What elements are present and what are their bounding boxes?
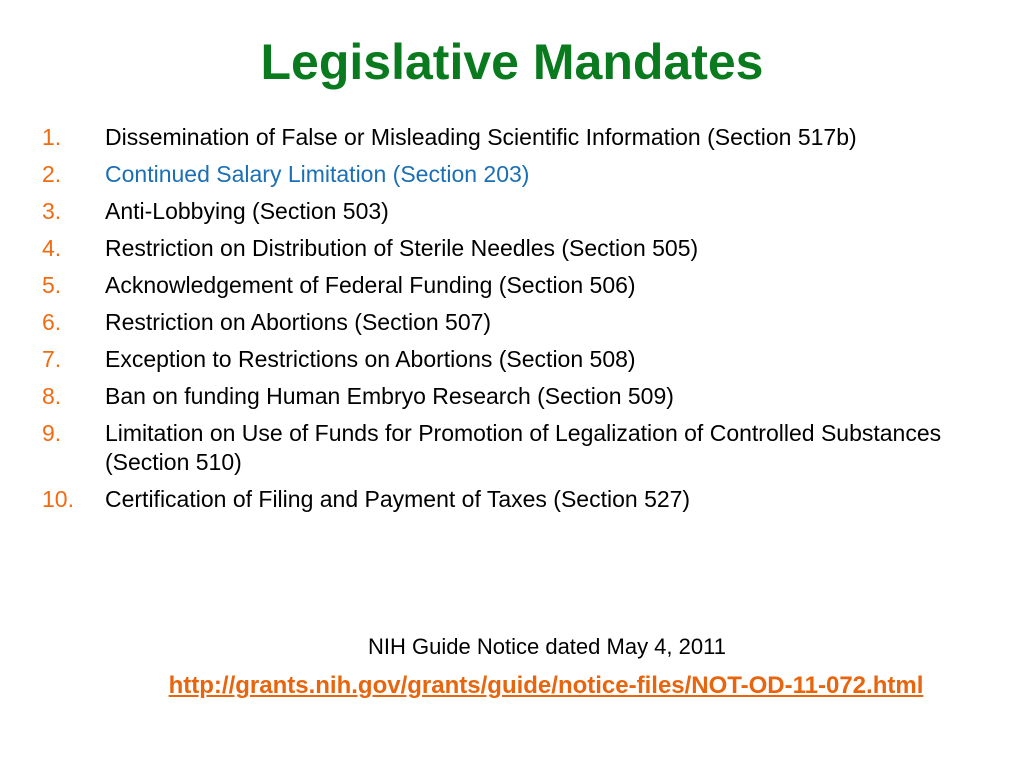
list-item-number: 2. bbox=[42, 161, 62, 187]
list-item-number: 8. bbox=[42, 383, 62, 409]
list-item-text: Limitation on Use of Funds for Promotion of Legalization of Controlled Substances (Section 510) bbox=[105, 420, 942, 475]
list-item bbox=[42, 419, 1002, 477]
list-item-number: 1. bbox=[42, 124, 62, 150]
list-item-text: Restriction on Distribution of Sterile Needles (Section 505) bbox=[105, 235, 699, 261]
list-item bbox=[42, 160, 1002, 189]
list-item-text: Restriction on Abortions (Section 507) bbox=[105, 309, 492, 335]
list-item bbox=[42, 382, 1002, 411]
list-item-number: 6. bbox=[42, 309, 62, 335]
slide-title: Legislative Mandates bbox=[260, 34, 764, 90]
list-item-text: Ban on funding Human Embryo Research (Section 509) bbox=[105, 383, 674, 409]
list-item-number: 4. bbox=[42, 235, 62, 261]
notice-text: NIH Guide Notice dated May 4, 2011 bbox=[368, 634, 726, 659]
list-item bbox=[42, 271, 1002, 300]
list-item-number: 3. bbox=[42, 198, 62, 224]
list-item bbox=[42, 345, 1002, 374]
list-item-text: Acknowledgement of Federal Funding (Section 506) bbox=[105, 272, 636, 298]
list-item-number: 9. bbox=[42, 420, 62, 446]
list-item-text: Certification of Filing and Payment of Taxes (Section 527) bbox=[105, 486, 691, 512]
list-item bbox=[42, 234, 1002, 263]
list-item bbox=[42, 308, 1002, 337]
list-item-number: 10. bbox=[42, 486, 74, 512]
mandate-list bbox=[42, 123, 1002, 522]
list-item-number: 7. bbox=[42, 346, 62, 372]
list-item-text: Anti-Lobbying (Section 503) bbox=[105, 198, 389, 224]
list-item-number: 5. bbox=[42, 272, 62, 298]
list-item-text: Dissemination of False or Misleading Scientific Information (Section 517b) bbox=[105, 124, 857, 150]
list-item-text: Exception to Restrictions on Abortions (Section 508) bbox=[105, 346, 636, 372]
list-item-text: Continued Salary Limitation (Section 203) bbox=[105, 161, 530, 187]
list-item bbox=[42, 123, 1002, 152]
notice-link[interactable]: http://grants.nih.gov/grants/guide/notice-files/NOT-OD-11-072.html bbox=[168, 672, 924, 699]
list-item bbox=[42, 197, 1002, 226]
list-item bbox=[42, 485, 1002, 514]
